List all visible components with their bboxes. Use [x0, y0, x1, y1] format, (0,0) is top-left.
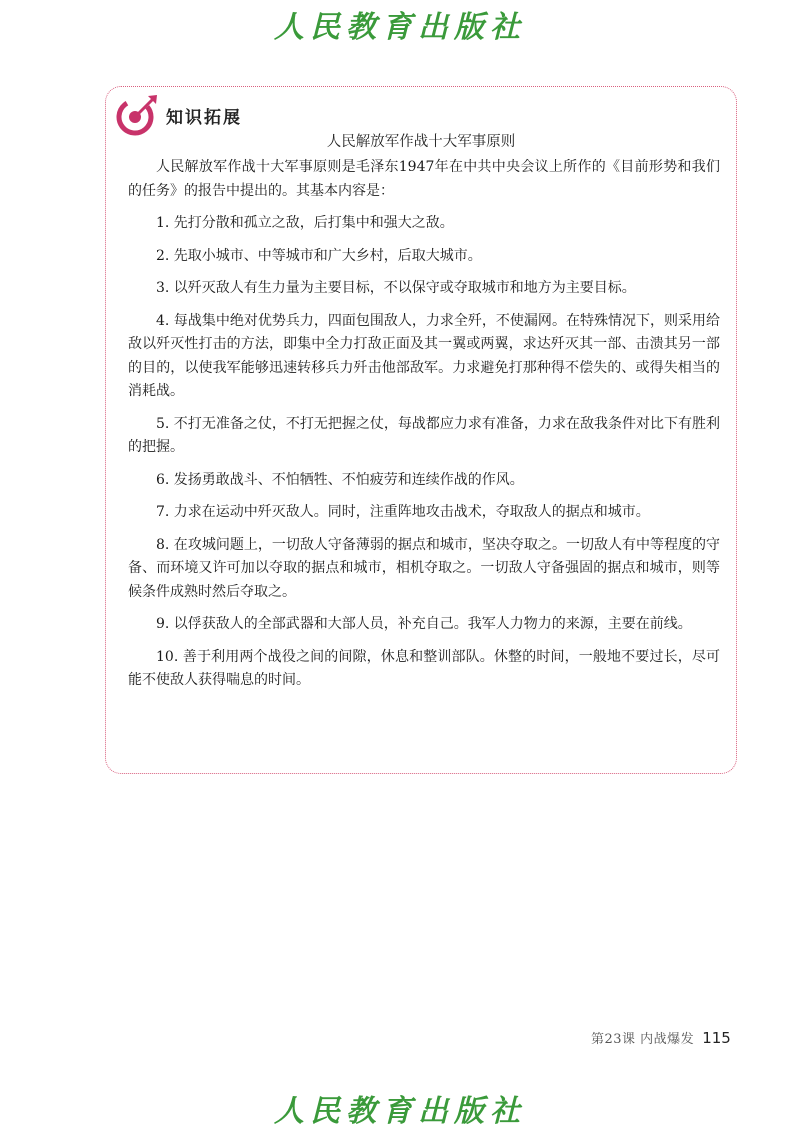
principle-item: 3. 以歼灭敌人有生力量为主要目标，不以保守或夺取城市和地方为主要目标。: [156, 280, 636, 296]
principle-item: 9. 以俘获敌人的全部武器和大部人员，补充自己。我军人力物力的来源，主要在前线。: [156, 616, 692, 632]
knowledge-extension-box: [105, 86, 737, 774]
page-number: 115: [702, 1029, 731, 1047]
principle-item: 8. 在攻城问题上，一切敌人守备薄弱的据点和城市，坚决夺取之。一切敌人有中等程度的守备、而环境又许可加以夺取的据点和城市，相机夺取之。一切敌人守备强固的据点和城市，则等候条件成熟时然后夺取之。: [128, 536, 720, 600]
publisher-watermark-bottom: 人民教育出版社: [274, 1094, 526, 1129]
box-label: 知识拓展: [166, 107, 242, 128]
principle-item: 4. 每战集中绝对优势兵力，四面包围敌人，力求全歼，不使漏网。在特殊情况下，则采用给敌以歼灭性打击的方法，即集中全力打敌正面及其一翼或两翼，求达歼灭其一部、击溃其另一部的目的，以使我军能够迅速转移兵力歼击他部敌军。力求避免打那种得不偿失的、或得失相当的消耗战。: [128, 312, 720, 399]
principle-item: 1. 先打分散和孤立之敌，后打集中和强大之敌。: [156, 215, 454, 231]
principle-item: 10. 善于利用两个战役之间的间隙，休息和整训部队。休整的时间，一般地不要过长，尽可能不使敌人获得喘息的时间。: [128, 648, 720, 688]
principle-item: 7. 力求在运动中歼灭敌人。同时，注重阵地攻击战术，夺取敌人的据点和城市。: [156, 504, 650, 520]
lesson-label: 第23课 内战爆发: [591, 1032, 695, 1047]
principle-item: 6. 发扬勇敢战斗、不怕牺牲、不怕疲劳和连续作战的作风。: [156, 471, 524, 488]
publisher-watermark-top: 人民教育出版社: [274, 10, 526, 45]
principle-item: 2. 先取小城市、中等城市和广大乡村，后取大城市。: [156, 247, 482, 264]
box-title: 人民解放军作战十大军事原则: [326, 134, 516, 150]
page-footer: [591, 1028, 731, 1047]
intro-paragraph: 人民解放军作战十大军事原则是毛泽东1947年在中共中央会议上所作的《目前形势和我们的任务》的报告中提出的。其基本内容是：: [128, 159, 720, 199]
box-body: [128, 156, 720, 693]
principle-item: 5. 不打无准备之仗，不打无把握之仗，每战都应力求有准备，力求在敌我条件对比下有胜利的把握。: [128, 415, 720, 455]
